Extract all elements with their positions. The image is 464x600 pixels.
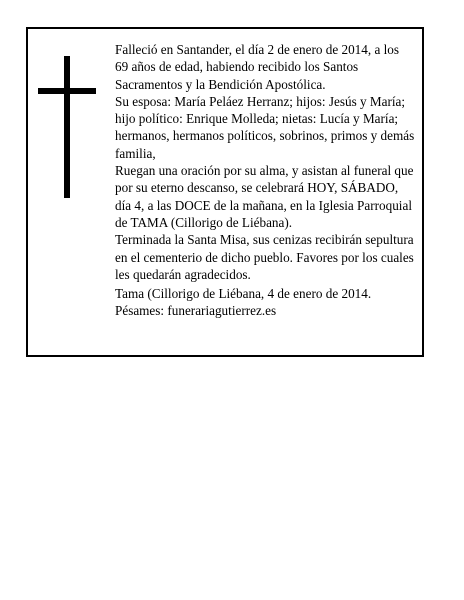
funeral-request-paragraph: Ruegan una oración por su alma, y asistan al funeral que por su eterno descanso, se celebrará HOY, SÁBADO, día 4, a las DOCE de la mañana, en la Iglesia Parroquial de TAMA (Cillorigo de Liébana). — [115, 163, 414, 230]
cross-horizontal-bar — [38, 88, 96, 94]
place-date-line: Tama (Cillorigo de Liébana, 4 de enero de 2014. — [115, 286, 372, 302]
obituary-text — [115, 41, 415, 320]
death-announcement-paragraph: Falleció en Santander, el día 2 de enero de 2014, a los 69 años de edad, habiendo recibido los Santos Sacramentos y la Bendición Apostólica. — [115, 42, 400, 92]
family-paragraph: Su esposa: María Peláez Herranz; hijos: Jesús y María; hijo político: Enrique Molleda; nietas: Lucía y María; hermanos, hermanos políticos, sobrinos, primos y demás familia, — [115, 93, 415, 161]
obituary-notice — [26, 27, 424, 357]
condolences-line: Pésames: funerariagutierrez.es — [115, 303, 277, 319]
burial-paragraph: Terminada la Santa Misa, sus cenizas recibirán sepultura en el cementerio de dicho pueblo. Favores por los cuales les quedarán agradecidos. — [115, 232, 414, 282]
cross-icon — [38, 56, 96, 198]
cross-vertical-bar — [64, 56, 70, 198]
